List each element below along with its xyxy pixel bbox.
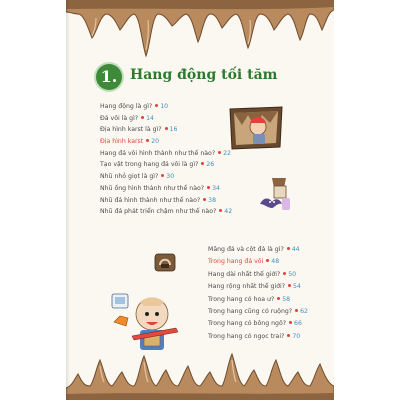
bullet-dot-icon bbox=[161, 174, 164, 177]
toc-item-highlighted[interactable]: Trong hang đá vôi 48 bbox=[208, 258, 280, 266]
bullet-dot-icon bbox=[155, 104, 158, 107]
bullet-dot-icon bbox=[218, 151, 221, 154]
toc-item[interactable]: Nhũ nhỏ giọt là gì? 30 bbox=[100, 173, 175, 181]
cave-sign-illustration bbox=[154, 252, 176, 274]
cave-explorer-illustration bbox=[226, 103, 286, 151]
child-character-illustration bbox=[106, 292, 188, 358]
bullet-dot-icon bbox=[283, 272, 286, 275]
toc-item[interactable]: Hang dài nhất thế giới? 50 bbox=[208, 270, 297, 278]
toc-list-part1 bbox=[100, 101, 232, 218]
toc-item[interactable]: Nhũ đá hình thành như thế nào? 38 bbox=[100, 196, 217, 204]
bullet-dot-icon bbox=[201, 162, 204, 165]
toc-item[interactable]: Địa hình karst là gì? 16 bbox=[100, 126, 178, 134]
toc-item[interactable]: Nhũ ống hình thành như thế nào? 34 bbox=[100, 184, 220, 192]
page-gutter-shadow bbox=[66, 0, 70, 400]
book-page bbox=[66, 0, 334, 400]
bullet-dot-icon bbox=[288, 284, 291, 287]
toc-item[interactable]: Trong hang cũng có ruộng? 62 bbox=[208, 307, 308, 315]
toc-item[interactable]: Hang động là gì? 10 bbox=[100, 103, 169, 110]
toc-item[interactable]: Đá vôi là gì? 14 bbox=[100, 114, 154, 122]
bullet-dot-icon bbox=[289, 321, 292, 324]
bullet-dot-icon bbox=[165, 127, 168, 130]
bullet-dot-icon bbox=[277, 297, 280, 300]
bullet-dot-icon bbox=[287, 247, 290, 250]
bullet-dot-icon bbox=[203, 198, 206, 201]
toc-item[interactable]: Trong hang có bông ngô? 66 bbox=[208, 320, 302, 328]
bullet-dot-icon bbox=[295, 309, 298, 312]
bullet-dot-icon bbox=[266, 259, 269, 262]
toc-item-highlighted[interactable]: Địa hình karst 20 bbox=[100, 138, 160, 146]
toc-item[interactable]: Nhũ đá phát triển chậm như thế nào? 42 bbox=[100, 208, 233, 216]
bullet-dot-icon bbox=[146, 139, 149, 142]
chapter-title: Hang động tối tăm bbox=[130, 67, 278, 83]
toc-item[interactable]: Hang rộng nhất thế giới? 54 bbox=[208, 283, 301, 291]
stalactite-border bbox=[66, 0, 334, 62]
toc-item[interactable]: Trong hang có hoa ư? 58 bbox=[208, 295, 291, 303]
stalagmite-border bbox=[66, 352, 334, 400]
toc-list-part2 bbox=[208, 244, 308, 343]
bullet-dot-icon bbox=[219, 209, 222, 212]
toc-item[interactable]: Hang đá vôi hình thành như thế nào? 22 bbox=[100, 149, 231, 157]
bat-illustration bbox=[258, 178, 298, 214]
bullet-dot-icon bbox=[141, 116, 144, 119]
toc-item[interactable]: Tạo vật trong hang đá vôi là gì? 26 bbox=[100, 161, 215, 169]
chapter-number-badge: 1. bbox=[96, 64, 122, 90]
bullet-dot-icon bbox=[207, 186, 210, 189]
bullet-dot-icon bbox=[287, 334, 290, 337]
toc-item[interactable]: Măng đá và cột đá là gì? 44 bbox=[208, 246, 300, 253]
toc-item[interactable]: Trong hang có ngọc trai? 70 bbox=[208, 332, 301, 340]
